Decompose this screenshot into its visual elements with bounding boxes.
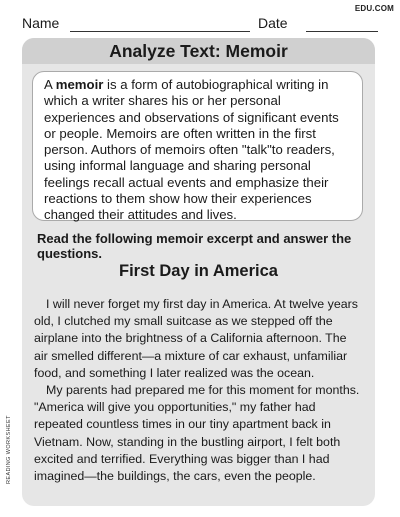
worksheet-panel: [22, 38, 375, 506]
definition-prefix: A: [44, 77, 56, 92]
worksheet-title: Analyze Text: Memoir: [109, 40, 288, 61]
story-title: First Day in America: [119, 262, 278, 280]
definition-text: is a form of autobiographical writing in which a writer shares his or her personal experiences and observations of significant events or people. Memoirs are often written in the first person. Authors of memoirs often "talk"to readers, using informal language and sharing personal feelings recall actual events and emphasize their reactions to them show how their experiences changed their attitudes and lives.: [44, 77, 339, 223]
name-date-row: [20, 15, 380, 33]
name-line: [70, 31, 250, 32]
date-line: [306, 31, 378, 32]
edu-logo: EDU.COM: [354, 4, 394, 13]
story-paragraph: My parents had prepared me for this moment for months. "America will give you opportunities," my father had repeated countless times in our tiny apartment back in Vietnam. Now, standing in the bustling airport, I felt both excited and terrified. Everything was bigger than I had imagined—the buildings, the cars, even the people.: [34, 383, 360, 484]
name-label: Name: [22, 15, 60, 31]
date-label: Date: [258, 15, 288, 31]
story-paragraph: I will never forget my first day in America. At twelve years old, I clutched my small suitcase as we stepped off the airplane into the brightness of a California afternoon. The air smelled different—a mixture of car exhaust, unfamiliar food, and something I later realized was the ocean.: [34, 297, 358, 380]
definition-box: [32, 71, 363, 221]
title-bar: [22, 38, 375, 64]
instruction: Read the following memoir excerpt and answer the questions.: [37, 231, 352, 261]
side-label: READING WORKSHEET: [6, 415, 12, 484]
definition-term: memoir: [55, 77, 104, 92]
story-excerpt: [34, 296, 363, 485]
